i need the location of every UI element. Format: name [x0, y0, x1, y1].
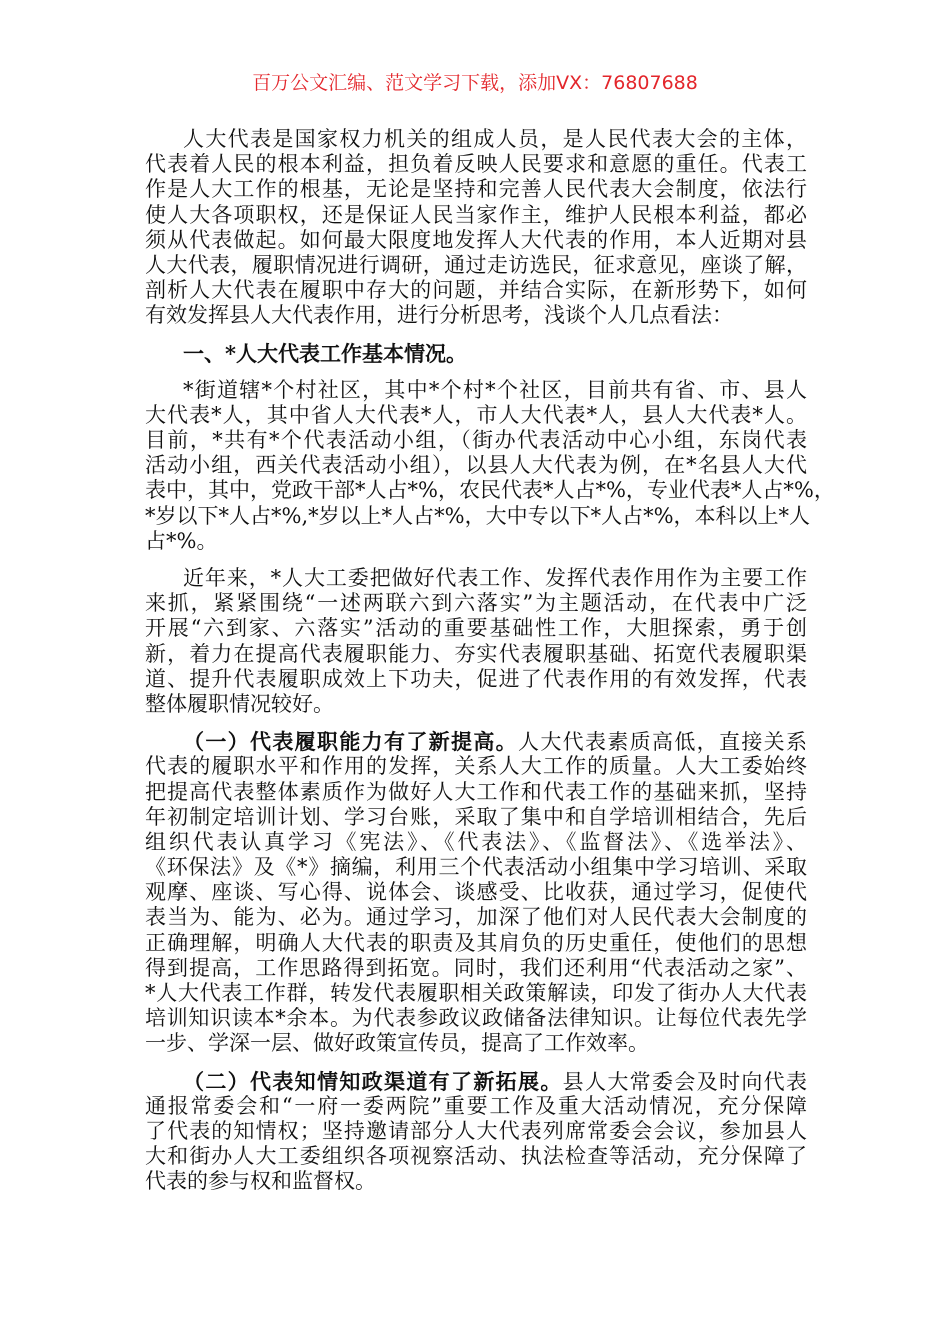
- text-line: [145, 177, 807, 202]
- text-line: [145, 1006, 807, 1031]
- text-line: [145, 278, 807, 303]
- text-line: [145, 1144, 807, 1169]
- body-text: 有效发挥县人大代表作用，进行分析思考，浅谈个人几点看法：: [145, 303, 733, 328]
- body-text: 剖析人大代表在履职中存大的问题，并结合实际，在新形势下，如何: [145, 278, 807, 303]
- body-text: 县人大常委会及时向代表: [562, 1069, 808, 1094]
- text-line: [145, 378, 807, 403]
- text-line: [145, 428, 807, 453]
- text-line: [145, 981, 807, 1006]
- text-line: [145, 667, 807, 692]
- body-text: 占*%。: [145, 528, 218, 553]
- body-text: 道、提升代表履职成效上下功夫，促进了代表作用的有效发挥，代表: [145, 666, 807, 691]
- body-text: 一步、学深一层、做好政策宣传员，提高了工作效率。: [145, 1031, 649, 1056]
- text-line: [145, 127, 807, 152]
- body-text: 代表的履职水平和作用的发挥，关系人大工作的质量。人大工委始终: [145, 754, 807, 779]
- body-text: 人大代表，履职情况进行调研，通过走访选民，征求意见，座谈了解，: [145, 252, 807, 277]
- body-text: 新，着力在提高代表履职能力、夯实代表履职基础、拓宽代表履职渠: [145, 641, 807, 666]
- recent-years-paragraph: [145, 566, 807, 717]
- text-line: [145, 478, 835, 503]
- basic-info-paragraph: [145, 377, 835, 554]
- text-line: [145, 1094, 807, 1119]
- body-text: 作是人大工作的根基，无论是坚持和完善人民代表大会制度，依法行: [145, 177, 807, 202]
- text-line: [145, 931, 807, 956]
- text-line: [145, 203, 807, 228]
- text-line: [145, 453, 807, 478]
- text-line: [145, 956, 807, 981]
- body-text: 人大代表是国家权力机关的组成人员，是人民代表大会的主体，: [183, 127, 807, 151]
- body-text: 目前，*共有*个代表活动小组，（街办代表活动中心小组，东岗代表: [145, 428, 807, 453]
- body-text: 表当为、能为、必为。通过学习，加深了他们对人民代表大会制度的: [145, 905, 807, 930]
- body-text: 培训知识读本*余本。为代表参政议政储备法律知识。让每位代表先学: [145, 1006, 807, 1031]
- text-line: [145, 805, 807, 830]
- download-banner: 百万公文汇编、范文学习下载，添加VX：76807688: [252, 72, 698, 94]
- body-text: 开展“六到家、六落实”活动的重要基础性工作，大胆探索，勇于创: [145, 616, 807, 641]
- intro-paragraph: [145, 127, 807, 329]
- body-text: 通报常委会和“一府一委两院”重要工作及重大活动情况，充分保障: [145, 1093, 807, 1118]
- text-line: [145, 503, 811, 529]
- text-line: [145, 616, 807, 641]
- body-text: 须从代表做起。如何最大限度地发挥人大代表的作用，本人近期对县: [145, 227, 807, 252]
- text-line: [145, 1069, 807, 1094]
- body-text: 代表着人民的根本利益，担负着反映人民要求和意愿的重任。代表工: [145, 152, 807, 177]
- body-text: 大代表*人，其中省人大代表*人，市人大代表*人，县人大代表*人。: [145, 402, 807, 427]
- document-body: [145, 127, 835, 1207]
- text-line: [145, 780, 807, 805]
- text-line: [145, 152, 807, 177]
- text-line: [145, 729, 807, 754]
- text-line: [145, 341, 807, 366]
- text-line: [145, 591, 807, 616]
- bold-heading-text: （一）代表履职能力有了新提高。: [183, 729, 518, 755]
- body-text: *街道辖*个村社区，其中*个村*个社区，目前共有省、市、县人: [183, 377, 807, 402]
- text-line: [145, 642, 807, 667]
- text-line: [145, 830, 807, 855]
- body-text: *岁以下*人占*%,*岁以上*人占*%，大中专以下*人占*%，本科以上*人: [145, 503, 811, 528]
- body-text: 使人大各项职权，还是保证人民当家作主，维护人民根本利益，都必: [145, 202, 807, 227]
- body-text: 观摩、座谈、写心得、说体会、谈感受、比收获，通过学习，促使代: [145, 880, 807, 905]
- section-heading-1: [145, 341, 807, 366]
- body-text: 活动小组，西关代表活动小组），以县人大代表为例，在*名县人大代: [145, 453, 807, 478]
- text-line: [145, 303, 807, 328]
- text-line: [145, 1031, 807, 1056]
- bold-heading-text: （二）代表知情知政渠道有了新拓展。: [183, 1068, 563, 1094]
- body-text: 人大代表素质高低，直接关系: [518, 730, 807, 755]
- text-line: [145, 905, 807, 930]
- body-text: 表中，其中，党政干部*人占*%，农民代表*人占*%，专业代表*人占*%，: [145, 478, 835, 503]
- body-text: *人大代表工作群，转发代表履职相关政策解读，印发了街办人大代表: [145, 981, 807, 1005]
- body-text: 近年来，*人大工委把做好代表工作、发挥代表作用作为主要工作: [183, 566, 807, 590]
- text-line: [145, 1169, 807, 1194]
- body-text: 整体履职情况较好。: [145, 691, 334, 716]
- body-text: 把提高代表整体素质作为做好人大工作和代表工作的基础来抓，坚持: [145, 779, 807, 804]
- subsection-2-paragraph: [145, 1069, 807, 1195]
- body-text: 《环保法》及《*》摘编，利用三个代表活动小组集中学习培训、采取: [145, 855, 807, 880]
- body-text: 来抓，紧紧围绕“一述两联六到六落实”为主题活动，在代表中广泛: [145, 591, 807, 616]
- text-line: [145, 692, 807, 717]
- text-line: [145, 403, 807, 428]
- body-text: 了代表的知情权；坚持邀请部分人大代表列席常委会会议，参加县人: [145, 1118, 807, 1143]
- text-line: [145, 855, 807, 880]
- text-line: [145, 1119, 807, 1144]
- text-line: [145, 253, 807, 278]
- subsection-1-paragraph: [145, 729, 807, 1056]
- body-text: 得到提高，工作思路得到拓宽。同时，我们还利用“代表活动之家”、: [145, 955, 807, 980]
- text-line: [145, 754, 807, 779]
- body-text: 组织代表认真学习《宪法》、《代表法》、《监督法》、《选举法》、: [145, 829, 807, 854]
- body-text: 正确理解，明确人大代表的职责及其肩负的历史重任，使他们的思想: [145, 930, 807, 955]
- body-text: 代表的参与权和监督权。: [145, 1169, 376, 1194]
- text-line: [145, 228, 807, 253]
- text-line: [145, 880, 807, 905]
- body-text: 大和街办人大工委组织各项视察活动、执法检查等活动，充分保障了: [145, 1144, 807, 1169]
- bold-heading-text: 一、*人大代表工作基本情况。: [183, 340, 467, 366]
- body-text: 年初制定培训计划、学习台账，采取了集中和自学培训相结合，先后: [145, 804, 807, 829]
- text-line: [145, 529, 807, 554]
- text-line: [145, 566, 807, 591]
